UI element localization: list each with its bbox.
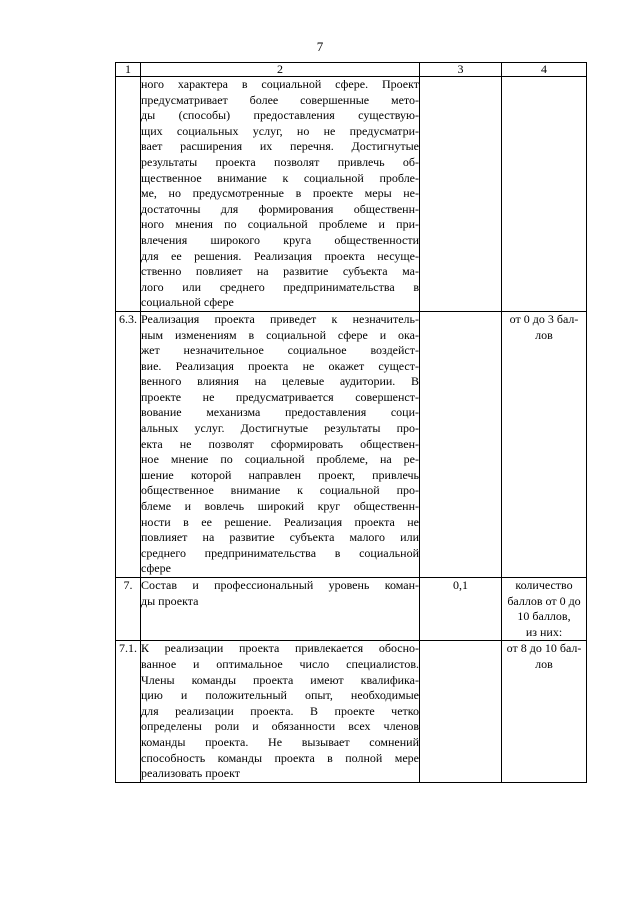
description-line: ственно повлияет на развитие субъекта ма- [141, 264, 419, 279]
score-line: баллов от 0 до [507, 593, 581, 608]
score-range [502, 311, 587, 577]
row-number: 7.1. [116, 641, 141, 782]
description-line: екта не позволят сформировать обществен- [141, 436, 419, 451]
description-line: ванное и оптимальное число специалистов. [141, 656, 419, 671]
score-line: из них: [525, 624, 563, 639]
header-row [116, 63, 587, 77]
description-line: повлияет на развитие субъекта малого или [141, 530, 419, 545]
description-line: Реализация проекта приведет к незначитель- [141, 311, 419, 326]
description-line: ное мнение по социальной проблеме, на ре- [141, 452, 419, 467]
weight-coefficient: 0,1 [420, 578, 502, 641]
criterion-description [141, 578, 420, 641]
criterion-description [141, 311, 420, 577]
header-col-3: 3 [420, 63, 502, 77]
description-line: общественное внимание к социальной про- [141, 483, 419, 498]
header-col-1: 1 [116, 63, 141, 77]
row-number: 7. [116, 578, 141, 641]
description-line: венного влияния на целевые аудитории. В [141, 374, 419, 389]
header-col-4: 4 [502, 63, 587, 77]
description-line: достаточны для формирования общественн- [141, 201, 419, 216]
score-range [502, 77, 587, 312]
score-line: количество [515, 578, 573, 592]
description-line: ме, но предусмотренные в проекте меры не- [141, 186, 419, 201]
description-line: жет незначительное социальное воздейст- [141, 343, 419, 358]
description-line: результаты проекта позволят привлечь об- [141, 154, 419, 169]
criteria-table [115, 62, 587, 783]
description-line: Члены команды проекта имеют квалифика- [141, 672, 419, 687]
score-line: лов [535, 656, 553, 671]
description-line: способность команды проекта в полной мере [141, 750, 419, 765]
description-line: шение которой направлен проект, привлечь [141, 467, 419, 482]
description-line: для реализации проекта. В проекте четко [141, 703, 419, 718]
description-line: вование механизма предоставления соци- [141, 405, 419, 420]
description-line: проекте не предусматривается совершенст- [141, 389, 419, 404]
score-line: от 8 до 10 бал- [506, 641, 582, 656]
score-line: лов [535, 327, 553, 342]
description-line: блеме и вовлечь широкий круг общественн- [141, 499, 419, 514]
description-line: ды (способы) предоставления существую- [141, 108, 419, 123]
score-range [502, 641, 587, 782]
description-line: ного мнения по социальной проблеме и при- [141, 217, 419, 232]
description-line: ды проекта [141, 593, 199, 608]
row-number [116, 77, 141, 312]
score-line: 10 баллов, [517, 609, 571, 624]
weight-coefficient [420, 641, 502, 782]
header-col-2: 2 [141, 63, 420, 77]
description-line: вает расширения их перечня. Достигнутые [141, 139, 419, 154]
page-number: 7 [316, 39, 324, 54]
criterion-description [141, 641, 420, 782]
description-line: социальной сфере [141, 295, 234, 310]
table-row [116, 578, 587, 641]
row-number: 6.3. [116, 311, 141, 577]
description-line: команды проекта. Не вызывает сомнений [141, 734, 419, 749]
description-line: ным изменениям в социальной сфере и ока- [141, 327, 419, 342]
description-line: лого или среднего предпринимательства в [141, 279, 419, 294]
description-line: сфере [141, 561, 171, 576]
description-line: ного характера в социальной сфере. Проект [141, 77, 419, 91]
table-row [116, 77, 587, 312]
description-line: щественное внимание к социальной пробле- [141, 170, 419, 185]
weight-coefficient [420, 77, 502, 312]
table-row [116, 641, 587, 782]
description-line: цию и положительный опыт, необходимые [141, 688, 419, 703]
description-line: щих социальных услуг, но не предусматри- [141, 123, 419, 138]
description-line: влечения широкого круга общественности [141, 232, 419, 247]
score-range [502, 578, 587, 641]
score-line: от 0 до 3 бал- [509, 311, 579, 326]
description-line: для ее решения. Реализация проекта несуще- [141, 248, 419, 263]
description-line: реализовать проект [141, 766, 241, 781]
table-row [116, 311, 587, 577]
description-line: ности в ее решение. Реализация проекта не [141, 514, 419, 529]
description-line: К реализации проекта привлекается обосно- [141, 641, 419, 656]
description-line: альных услуг. Достигнутые результаты про- [141, 421, 419, 436]
description-line: Состав и профессиональный уровень коман- [141, 578, 419, 592]
weight-coefficient [420, 311, 502, 577]
criterion-description [141, 77, 420, 312]
description-line: определены роли и обязанности всех членов [141, 719, 419, 734]
description-line: среднего предпринимательства в социальной [141, 545, 419, 560]
description-line: предусматривает более совершенные мето- [141, 92, 419, 107]
description-line: вие. Реализация проекта не окажет сущест- [141, 358, 419, 373]
